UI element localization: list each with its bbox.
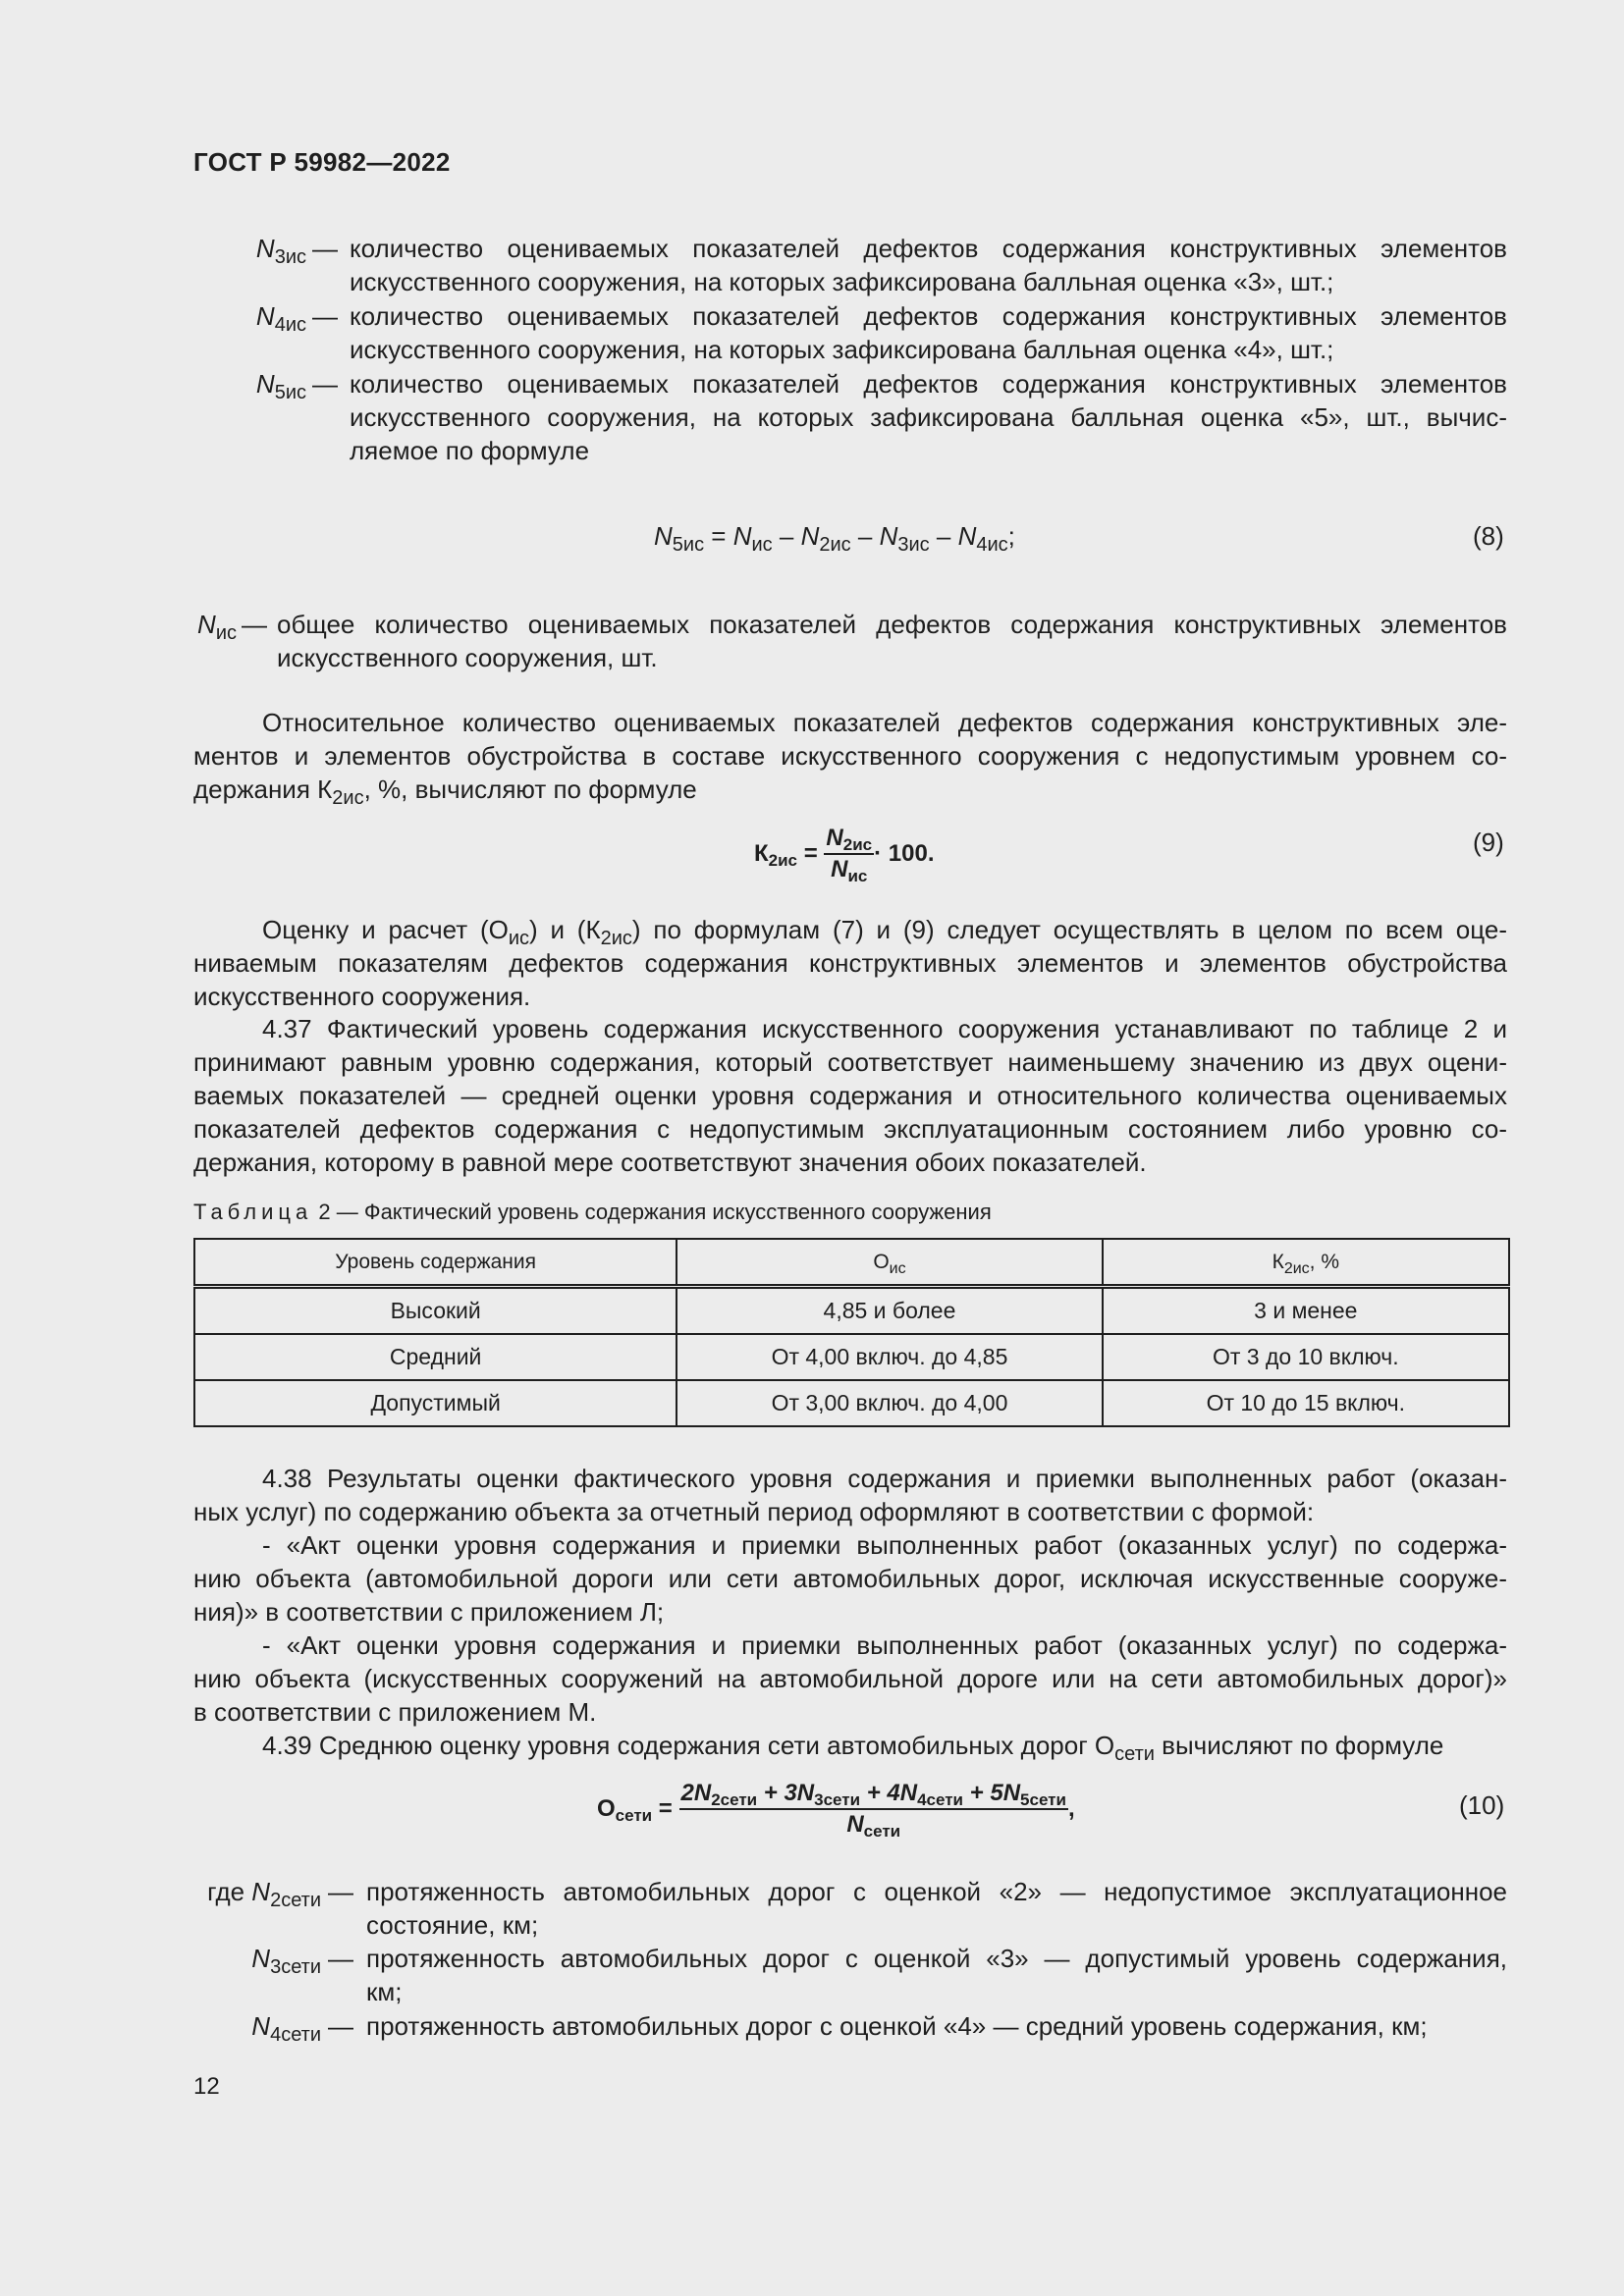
definition-text: количество оцениваемых показателей дефектов содержания конструктивных элементов искусственного сооружения, на которых зафиксирована балльная оценка «5», шт., вычис- ляемое по формуле: [350, 369, 1507, 465]
formula-10: $О_{сети}$ = $\frac{2N_{2сети} + 3N_{3сети} + 4N_{4сети} + 5N_{5сети}}{N_{сети}}$ ,: [597, 1780, 1075, 1841]
definition-text: протяженность автомобильных дорог с оценкой «2» — недопустимое эксплуатационное состояние, км;: [366, 1877, 1507, 1940]
definition-text: количество оцениваемых показателей дефектов содержания конструктивных элементов искусственного сооружения, на которых зафиксирована балльная оценка «4», шт.;: [350, 301, 1507, 364]
definition-text: количество оцениваемых показателей дефектов содержания конструктивных элементов искусственного сооружения, на которых зафиксирована балльная оценка «3», шт.;: [350, 234, 1507, 296]
table-row: [194, 1380, 1509, 1426]
definition-symbol: $N_{3ис}$: [255, 234, 306, 268]
definition-symbol: $N_{4сети}$: [251, 2011, 321, 2046]
column-header-k2is: $К_{2ис}$, %: [1103, 1239, 1509, 1287]
equation-number-10: (10): [1459, 1790, 1505, 1820]
definition-text: протяженность автомобильных дорог с оценкой «3» — допустимый уровень содержания, км;: [366, 1944, 1507, 2006]
column-header-o-is: $О_{ис}$: [677, 1239, 1102, 1287]
table-row: [194, 1287, 1509, 1335]
formula-8: $N_{5ис} = N_{ис} - N_{2ис} - N_{3ис} - N_{4ис}$;: [654, 521, 1015, 556]
table-2: [193, 1238, 1510, 1427]
table-cell: Средний: [194, 1334, 677, 1380]
table-cell: От 4,00 включ. до 4,85: [677, 1334, 1102, 1380]
paragraph-4-37: 4.37 Фактический уровень содержания искусственного сооружения устанавливают по таблице 2 и принимают равным уровню содержания, который соответствует наименьшему значению из двух оцени- ваемых показателей — средней оценки уровня содержания и относительного количества оцениваемых показателей дефектов содержания с недопустимым эксплуатационным состоянием либо уровню со- держания, которому в равной мере соответствуют значения обоих показателей.: [193, 1014, 1507, 1177]
definition-symbol: $N_{3сети}$: [251, 1944, 321, 1978]
table-cell: Допустимый: [194, 1380, 677, 1426]
column-header-level: Уровень содержания: [194, 1239, 677, 1287]
table-2-caption: Таблица 2 — Фактический уровень содержания искусственного сооружения: [193, 1200, 992, 1224]
equation-number-9: (9): [1473, 828, 1504, 857]
definition-symbol: где $N_{2сети}$: [207, 1877, 321, 1911]
definition-symbol: $N_{ис}$: [197, 610, 237, 644]
definition-symbol: $N_{5ис}$: [255, 369, 306, 403]
table-cell: Высокий: [194, 1287, 677, 1335]
table-cell: 3 и менее: [1103, 1287, 1509, 1335]
page-number: 12: [193, 2073, 220, 2100]
table-cell: От 3,00 включ. до 4,00: [677, 1380, 1102, 1426]
paragraph-relative-quantity: Относительное количество оцениваемых показателей дефектов содержания конструктивных эле- ментов и элементов обустройства в составе искусственного сооружения с недопустимым уровнем со- держания $К_{2ис}$, %, вычисляют по формуле: [193, 708, 1507, 809]
table-row: [194, 1334, 1509, 1380]
paragraph-4-38: 4.38 Результаты оценки фактического уровня содержания и приемки выполненных работ (оказан- ных услуг) по содержанию объекта за отчетный период оформляют в соответствии с формой: - «Акт оценки уровня содержания и приемки выполненных работ (оказанных услуг) по содержа- нию объекта (автомобильной дороги или сети автомобильных дорог, исключая искусственные сооруже- ния)» в соответствии с приложением Л; - «Акт оценки уровня содержания и приемки выполненных работ (оказанных услуг) по содержа- нию объекта (искусственных сооружений на автомобильной дороге или на сети автомобильных дорог)» в соответствии с приложением М.: [193, 1464, 1507, 1727]
paragraph-evaluation: Оценку и расчет $(О_{ис})$ и $(К_{2ис})$ по формулам (7) и (9) следует осуществлять в целом по всем оце- ниваемым показателям дефектов содержания конструктивных элементов и элементов обустройства искусственного сооружения.: [193, 915, 1507, 1011]
table-header-row: [194, 1239, 1509, 1287]
document-header: ГОСТ Р 59982—2022: [193, 147, 451, 177]
table-cell: 4,85 и более: [677, 1287, 1102, 1335]
formula-9: $К_{2ис}$ = $\frac{N_{2ис}}{N_{ис}}$ · 100.: [754, 825, 935, 885]
definition-text: общее количество оцениваемых показателей дефектов содержания конструктивных элементов искусственного сооружения, шт.: [277, 610, 1507, 672]
document-page: ГОСТ Р 59982—2022 $N_{3ис}$ — количество оцениваемых показателей дефектов содержания конструктивных элементов искусственного сооружения, на которых зафиксирована балльная оценка «3», шт.; $N_{4ис}$ — количество оцениваемых показателей дефектов содержания конструктивных элементов искусственного сооружения, на которых зафиксирована балльная оценка «4», шт.; $N_{5ис}$ — количество оцениваемых показателей дефектов содержания конструктивных элементов искусственного сооружения, на которых зафиксирована балльная оценка «5», шт., вычис- ляемое по формуле $N_{5ис} = N_{ис} - N_{2ис} - N_{3ис} - N_{4ис}$; (8) $N_{ис}$ — общее количество оцениваемых показателей дефектов содержания конструктивных элементов искусственного сооружения, шт. Относительное количество оцениваемых показателей дефектов содержания конструктивных эле- ментов и элементов обустройства в составе искусственного сооружения с недопустимым уровнем со- держания $К_{2ис}$, %, вычисляют по формуле $К_{2ис}$ = $\frac{N_{2ис}}{N_{ис}}$ · 100. (9) Оценку и расчет $(О_{ис})$ и $(К_{2ис})$ по формулам (7) и (9) следует осуществлять в целом по всем оце- ниваемым показателям дефектов содержания конструктивных элементов и элементов обустройства искусственного сооружения. 4.37 Фактический уровень содержания искусственного сооружения устанавливают по таблице 2 и принимают равным уровню содержания, который соответствует наименьшему значению из двух оцени- ваемых показателей — средней оценки уровня содержания и относительного количества оцениваемых показателей дефектов содержания с недопустимым эксплуатационным состоянием либо уровню со- держания, которому в равной мере соответствуют значения обоих показателей. Таблица 2 — Фактический уровень содержания искусственного сооружения Уровень содержания $О_{ис}$ $К_{2ис}$, % Высокий 4,85 и более 3 и менее Средний От 4,00 включ. до 4,85 От 3 до 10 включ. Допустимый От 3,00 включ. до 4,00 От 10 до 15 включ. 4.38 Результаты оценки фактического уровня содержания и приемки выполненных работ (оказан- ных услуг) по содержанию объекта за отчетный период оформляют в соответствии с формой: - «Акт оценки уровня содержания и приемки выполненных работ (оказанных услуг) по содержа- нию объекта (автомобильной дороги или сети автомобильных дорог, исключая искусственные сооруже- ния)» в соответствии с приложением Л; - «Акт оценки уровня содержания и приемки выполненных работ (оказанных услуг) по содержа- нию объекта (искусственных сооружений на автомобильной дороге или на сети автомобильных дорог)» в соответствии с приложением М. 4.39 Среднюю оценку уровня содержания сети автомобильных дорог $О_{сети}$ вычисляют по формуле $О_{сети}$ = $\frac{2N_{2сети} + 3N_{3сети} + 4N_{4сети} + 5N_{5сети}}{N_{сети}}$ , (10) где $N_{2сети}$ — протяженность автомобильных дорог с оценкой «2» — недопустимое эксплуатационное состояние, км; $N_{3сети}$ — протяженность автомобильных дорог с оценкой «3» — допустимый уровень содержания, км; $N_{4сети}$ — протяженность автомобильных дорог с оценкой «4» — средний уровень содержания, км; 12: [0, 0, 1624, 2296]
table-cell: От 10 до 15 включ.: [1103, 1380, 1509, 1426]
paragraph-4-39: 4.39 Среднюю оценку уровня содержания сети автомобильных дорог $О_{сети}$ вычисляют по формуле: [262, 1731, 1444, 1765]
table-cell: От 3 до 10 включ.: [1103, 1334, 1509, 1380]
definition-text: протяженность автомобильных дорог с оценкой «4» — средний уровень содержания, км;: [366, 2011, 1428, 2041]
equation-number-8: (8): [1473, 521, 1504, 551]
definition-symbol: $N_{4ис}$: [255, 301, 306, 336]
